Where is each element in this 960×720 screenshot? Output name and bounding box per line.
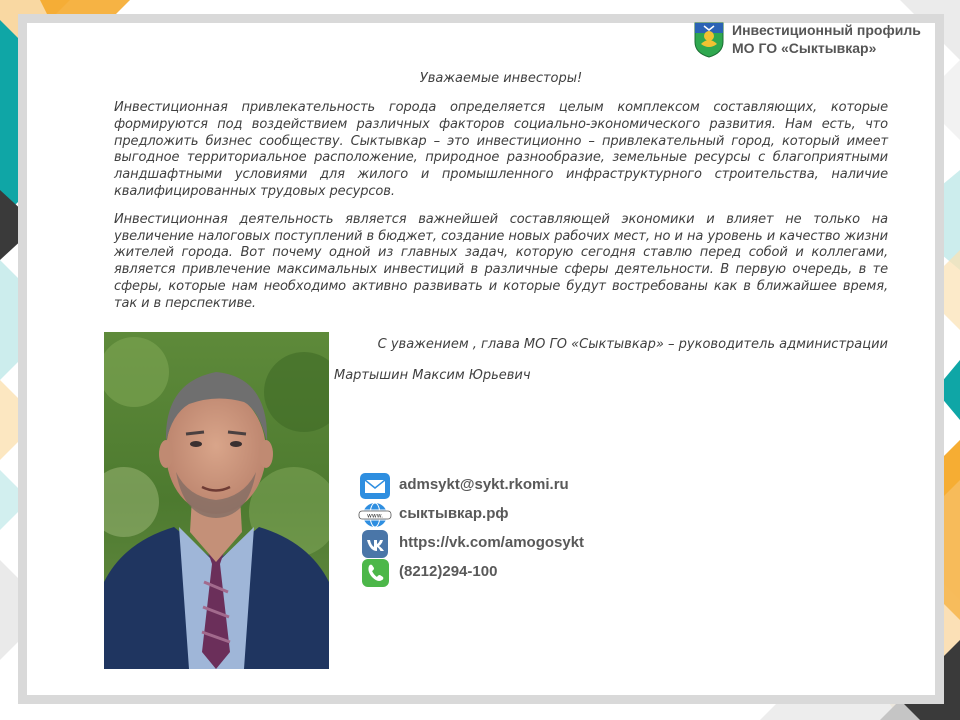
greeting: Уважаемые инвесторы! xyxy=(419,71,583,86)
signature-line: С уважением , глава МО ГО «Сыктывкар» – руководитель администрации xyxy=(377,337,888,352)
contact-vk-text[interactable]: https://vk.com/amogosykt xyxy=(399,534,585,551)
letter-body xyxy=(114,70,888,313)
svg-text:www.: www. xyxy=(366,512,384,520)
vk-icon xyxy=(358,530,392,558)
contact-website-text[interactable]: сыктывкар.рф xyxy=(399,505,509,522)
letter-paragraph: Инвестиционная привлекательность города определяется целым комплексом составляющих, которые формируются под воздействием различных факторов социально-экономического развития. Нам есть, что предложить бизнес сообществу. Сыктывкар – это инвестиционно – привлекательный город, который имеет выгодное территориальное расположение, природное разнообразие, земельные ресурсы с благоприятными ландшафтными условиями для жилого и промышленного инфраструктурного строительства, наличие квалифицированных трудовых ресурсов. xyxy=(114,100,888,199)
contact-phone-text[interactable]: (8212)294-100 xyxy=(399,563,498,580)
phone-icon xyxy=(358,559,392,587)
signatory-name: Мартышин Максим Юрьевич xyxy=(334,368,531,383)
profile-title-line1: Инвестиционный профиль xyxy=(732,22,921,38)
letter-paragraph: Инвестиционная деятельность является важнейшей составляющей экономики и влияет не только на увеличение налоговых поступлений в бюджет, создание новых рабочих мест, но и на уровень и качество жизни жителей города. Вот почему одной из главных задач, которую сегодня ставлю перед собой и коллегами, является привлечение максимальных инвестиций в различные сферы деятельности. В первую очередь, в те сферы, которые нам необходимо активно развивать и которые будут востребованы как в ближайшее время, так и в перспективе. xyxy=(114,211,888,311)
email-icon xyxy=(358,472,392,500)
page-header xyxy=(694,20,944,60)
profile-title-line2: МО ГО «Сыктывкар» xyxy=(732,40,877,56)
web-icon xyxy=(358,501,392,529)
contact-email-text[interactable]: admsykt@sykt.rkomi.ru xyxy=(399,476,569,493)
portrait-photo xyxy=(104,332,329,669)
profile-title xyxy=(732,21,921,57)
coat-of-arms-icon xyxy=(694,22,724,58)
